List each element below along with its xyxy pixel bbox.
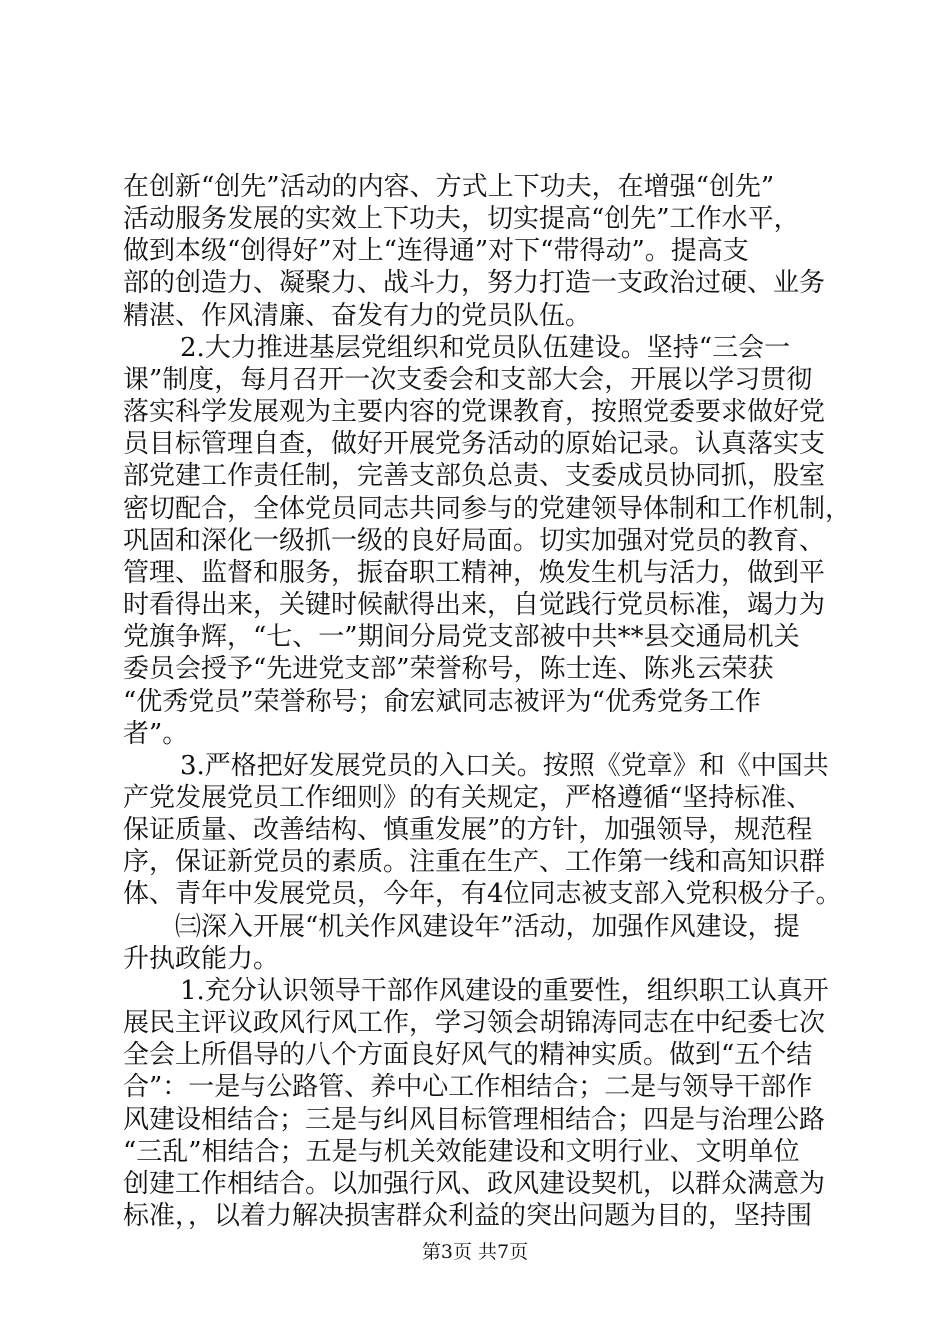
text-line: 活动服务发展的实效上下功夫，切实提高“创先”工作水平， xyxy=(123,204,800,235)
text-line: 2.大力推进基层党组织和党员队伍建设。坚持“三会一 xyxy=(180,332,791,363)
text-line: 全会上所倡导的八个方面良好风气的精神实质。做到“五个结 xyxy=(123,1040,813,1071)
text-line: 做到本级“创得好”对上“连得通”对下“带得动”。提高支 xyxy=(123,236,749,267)
text-line: 课”制度，每月召开一次支委会和支部大会，开展以学习贯彻 xyxy=(123,364,813,395)
text-line: 标准，，以着力解决损害群众利益的突出问题为目的，坚持围 xyxy=(123,1201,813,1231)
text-line: 体、青年中发展党员，今年，有4位同志被支部入党积极分子。 xyxy=(123,879,842,910)
text-line: 合”：一是与公路管、养中心工作相结合；二是与领导干部作 xyxy=(123,1072,813,1103)
text-line: 3.严格把好发展党员的入口关。按照《党章》和《中国共 xyxy=(180,750,829,781)
text-line: 部的创造力、凝聚力、战斗力，努力打造一支政治过硬、业务 xyxy=(123,268,826,299)
text-line: 落实科学发展观为主要内容的党课教育，按照党委要求做好党 xyxy=(123,397,826,428)
text-line: 党旗争辉，“七、一”期间分局党支部被中共**县交通局机关 xyxy=(123,622,800,653)
text-line: “优秀党员”荣誉称号；俞宏斌同志被评为“优秀党务工作 xyxy=(123,686,761,717)
text-line: 时看得出来，关键时候献得出来，自觉践行党员标准，竭力为 xyxy=(123,590,826,621)
text-line: 展民主评议政风行风工作，学习领会胡锦涛同志在中纪委七次 xyxy=(123,1008,826,1039)
text-line: 委员会授予“先进党支部”荣誉称号，陈士连、陈兆云荣获 xyxy=(123,654,774,685)
text-line: 员目标管理自查，做好开展党务活动的原始记录。认真落实支 xyxy=(123,429,826,460)
text-line: 风建设相结合；三是与纠风目标管理相结合；四是与治理公路 xyxy=(123,1104,826,1135)
page-footer: 第3页 共7页 xyxy=(421,1241,529,1263)
text-line: 部党建工作责任制，完善支部负总责、支委成员协同抓，股室 xyxy=(123,461,826,492)
text-line: 保证质量、改善结构、慎重发展”的方针，加强领导，规范程 xyxy=(123,815,813,846)
text-line: ㈢深入开展“机关作风建设年”活动，加强作风建设，提 xyxy=(175,911,800,942)
text-line: 升执政能力。 xyxy=(123,943,280,974)
text-line: 产党发展党员工作细则》的有关规定，严格遵循“坚持标准、 xyxy=(123,782,813,813)
text-line: 者”。 xyxy=(123,718,189,749)
text-line: 1.充分认识领导干部作风建设的重要性，组织职工认真开 xyxy=(180,975,829,1006)
text-line: 创建工作相结合。以加强行风、政风建设契机，以群众满意为 xyxy=(123,1168,826,1199)
text-line: 精湛、作风清廉、奋发有力的党员队伍。 xyxy=(123,300,592,331)
text-line: 巩固和深化一级抓一级的良好局面。切实加强对党员的教育、 xyxy=(123,525,826,556)
text-line: “三乱”相结合；五是与机关效能建设和文明行业、文明单位 xyxy=(123,1136,800,1167)
text-line: 在创新“创先”活动的内容、方式上下功夫，在增强“创先” xyxy=(123,172,775,202)
text-line: 管理、监督和服务，振奋职工精神，焕发生机与活力，做到平 xyxy=(123,557,826,588)
text-line: 序，保证新党员的素质。注重在生产、工作第一线和高知识群 xyxy=(123,847,826,878)
text-line: 密切配合，全体党员同志共同参与的党建领导体制和工作机制， xyxy=(123,493,852,524)
